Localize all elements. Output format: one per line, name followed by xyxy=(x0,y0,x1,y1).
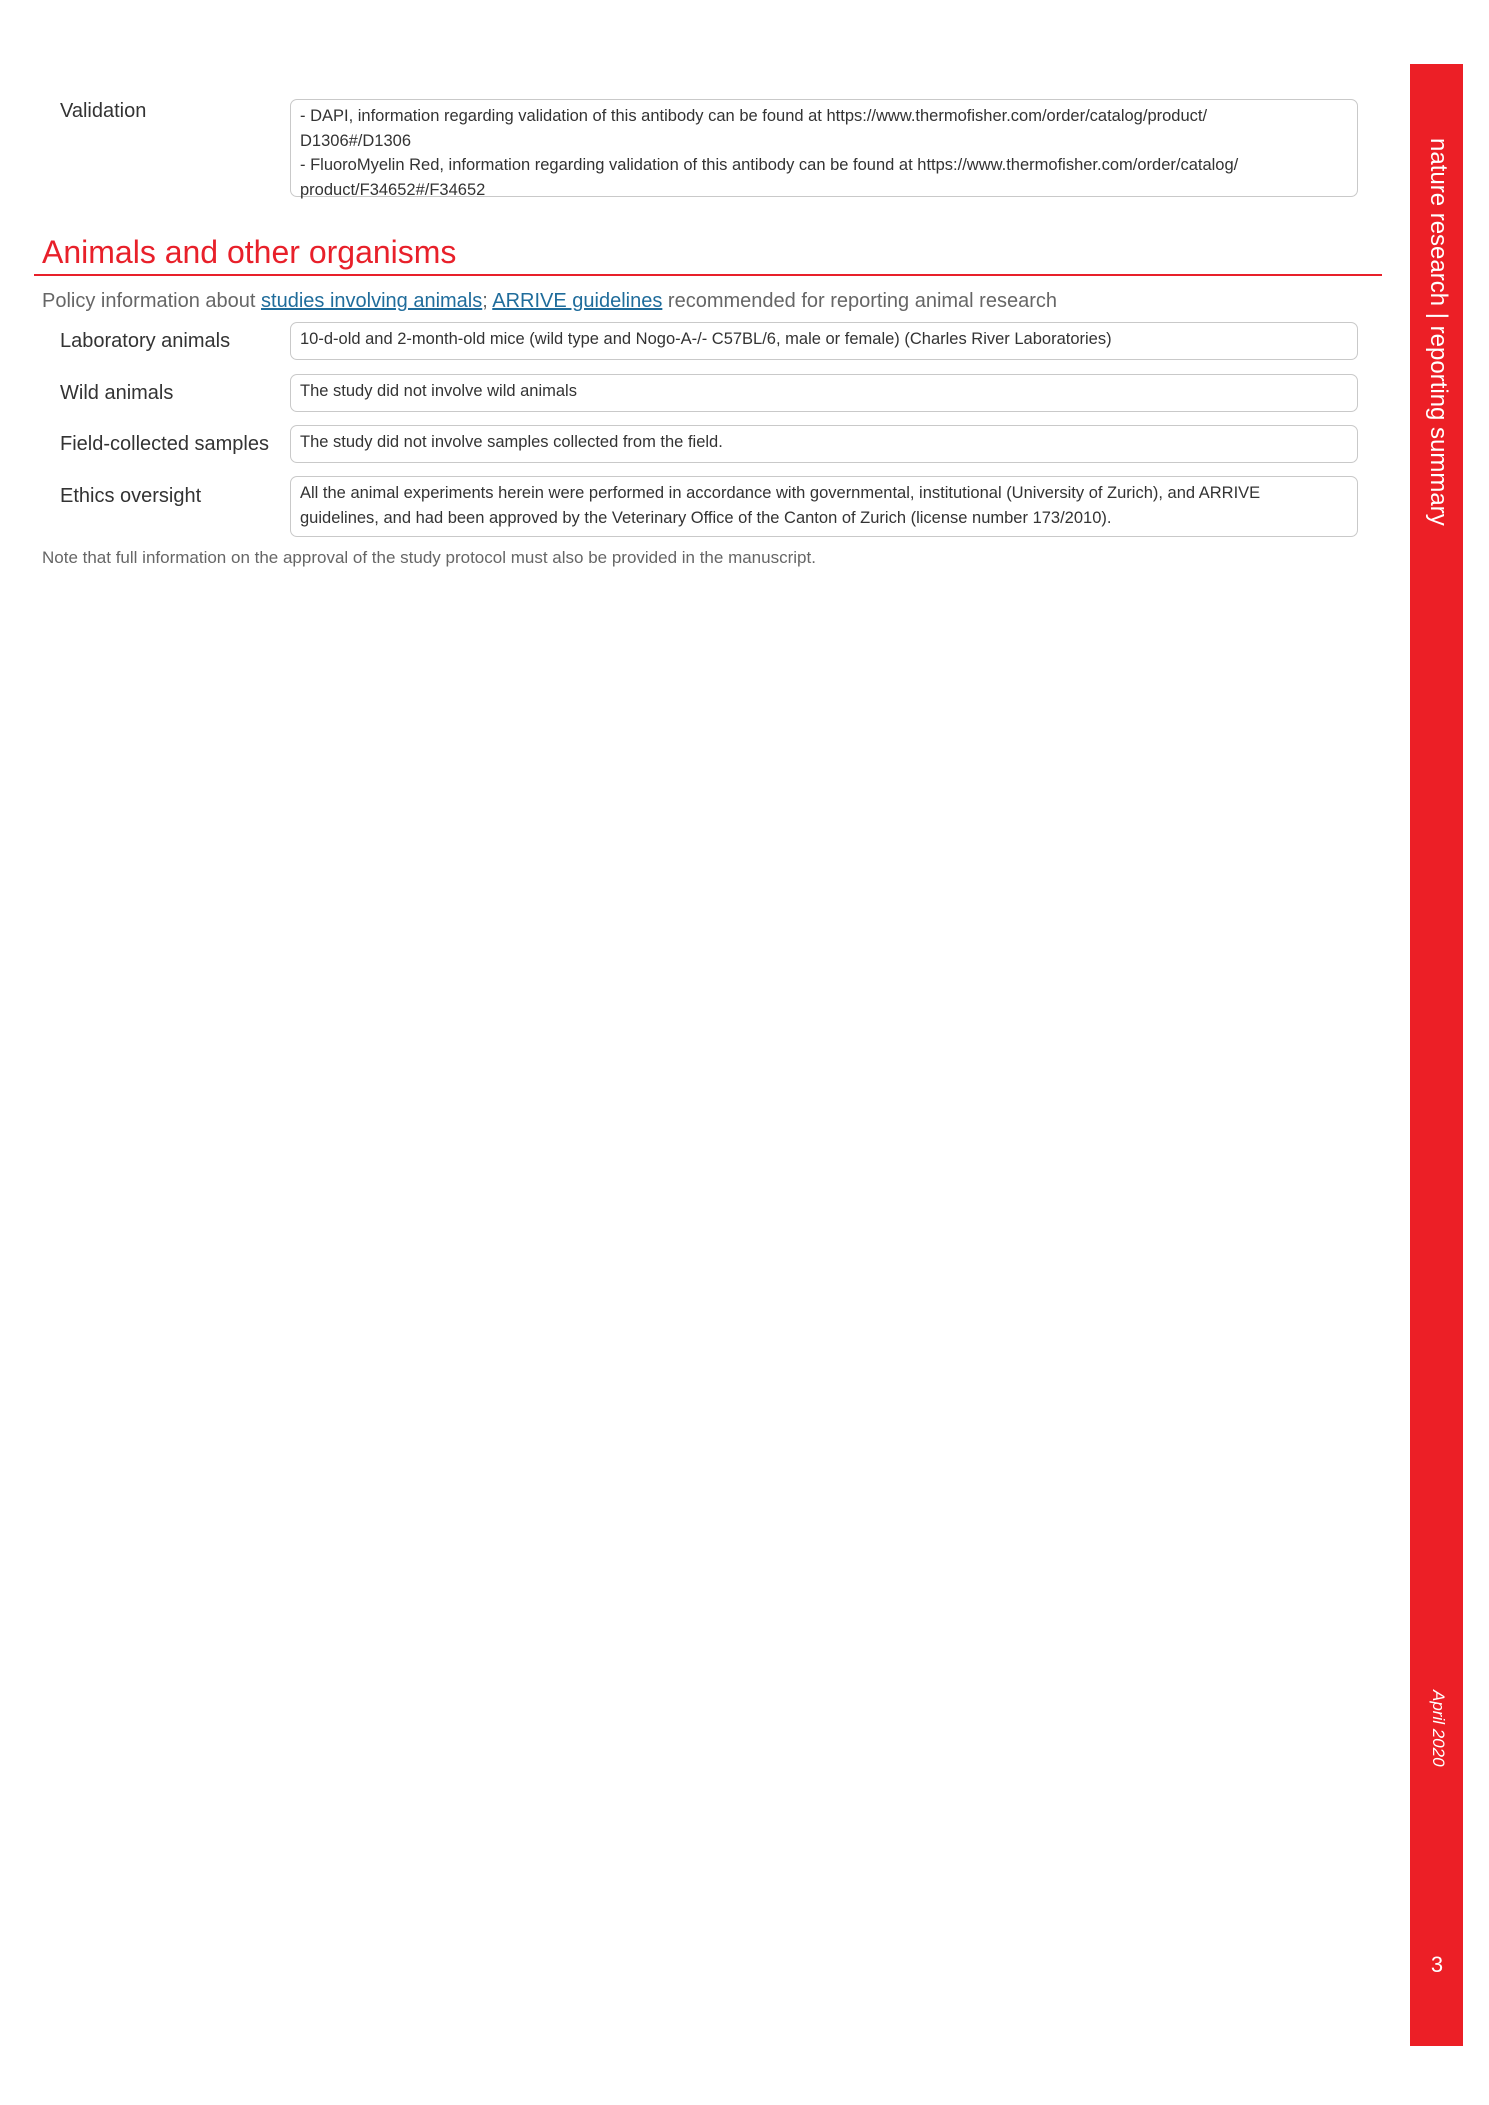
ethics-oversight-field xyxy=(290,476,1358,537)
arrive-guidelines-link[interactable]: ARRIVE guidelines xyxy=(492,290,663,312)
wild-animals-field xyxy=(290,374,1358,412)
sidebar-title: nature research | reporting summary xyxy=(1425,138,1452,526)
section-divider xyxy=(34,274,1382,276)
laboratory-animals-label: Laboratory animals xyxy=(60,330,231,352)
policy-suffix: recommended for reporting animal research xyxy=(662,290,1057,312)
ethics-oversight-line: All the animal experiments herein were performed in accordance with governmental, institutional (University of Zurich), and ARRIVE xyxy=(300,484,1261,502)
laboratory-animals-field xyxy=(290,322,1358,360)
validation-line: product/F34652#/F34652 xyxy=(300,180,486,199)
policy-info xyxy=(42,290,1057,313)
sidebar-date: April 2020 xyxy=(1429,1690,1448,1767)
validation-line: - DAPI, information regarding validation of this antibody can be found at https://www.thermofisher.com/order/catalog/product/ xyxy=(300,107,1208,125)
approval-note: Note that full information on the approval of the study protocol must also be provided in the manuscript. xyxy=(42,548,816,567)
page-number: 3 xyxy=(1430,1952,1444,1977)
ethics-oversight-line: guidelines, and had been approved by the Veterinary Office of the Canton of Zurich (license number 173/2010). xyxy=(300,508,1112,527)
wild-animals-label: Wild animals xyxy=(60,382,174,404)
field-collected-samples-value: The study did not involve samples collected from the field. xyxy=(300,433,723,451)
laboratory-animals-value: 10-d-old and 2-month-old mice (wild type and Nogo-A-/- C57BL/6, male or female) (Charles River Laboratories) xyxy=(300,330,1112,348)
ethics-oversight-label: Ethics oversight xyxy=(60,485,202,507)
wild-animals-value: The study did not involve wild animals xyxy=(300,382,577,400)
validation-line: D1306#/D1306 xyxy=(300,131,412,150)
validation-line: - FluoroMyelin Red, information regarding validation of this antibody can be found at https://www.thermofisher.com/order/catalog/ xyxy=(300,156,1239,174)
validation-label: Validation xyxy=(60,100,147,122)
policy-prefix: Policy information about xyxy=(42,290,262,312)
field-collected-samples-field xyxy=(290,425,1358,463)
studies-involving-animals-link[interactable]: studies involving animals xyxy=(261,290,483,312)
section-title: Animals and other organisms xyxy=(42,234,457,270)
field-collected-samples-label: Field-collected samples xyxy=(60,433,269,455)
policy-separator: ; xyxy=(482,290,488,312)
validation-field xyxy=(290,99,1358,197)
